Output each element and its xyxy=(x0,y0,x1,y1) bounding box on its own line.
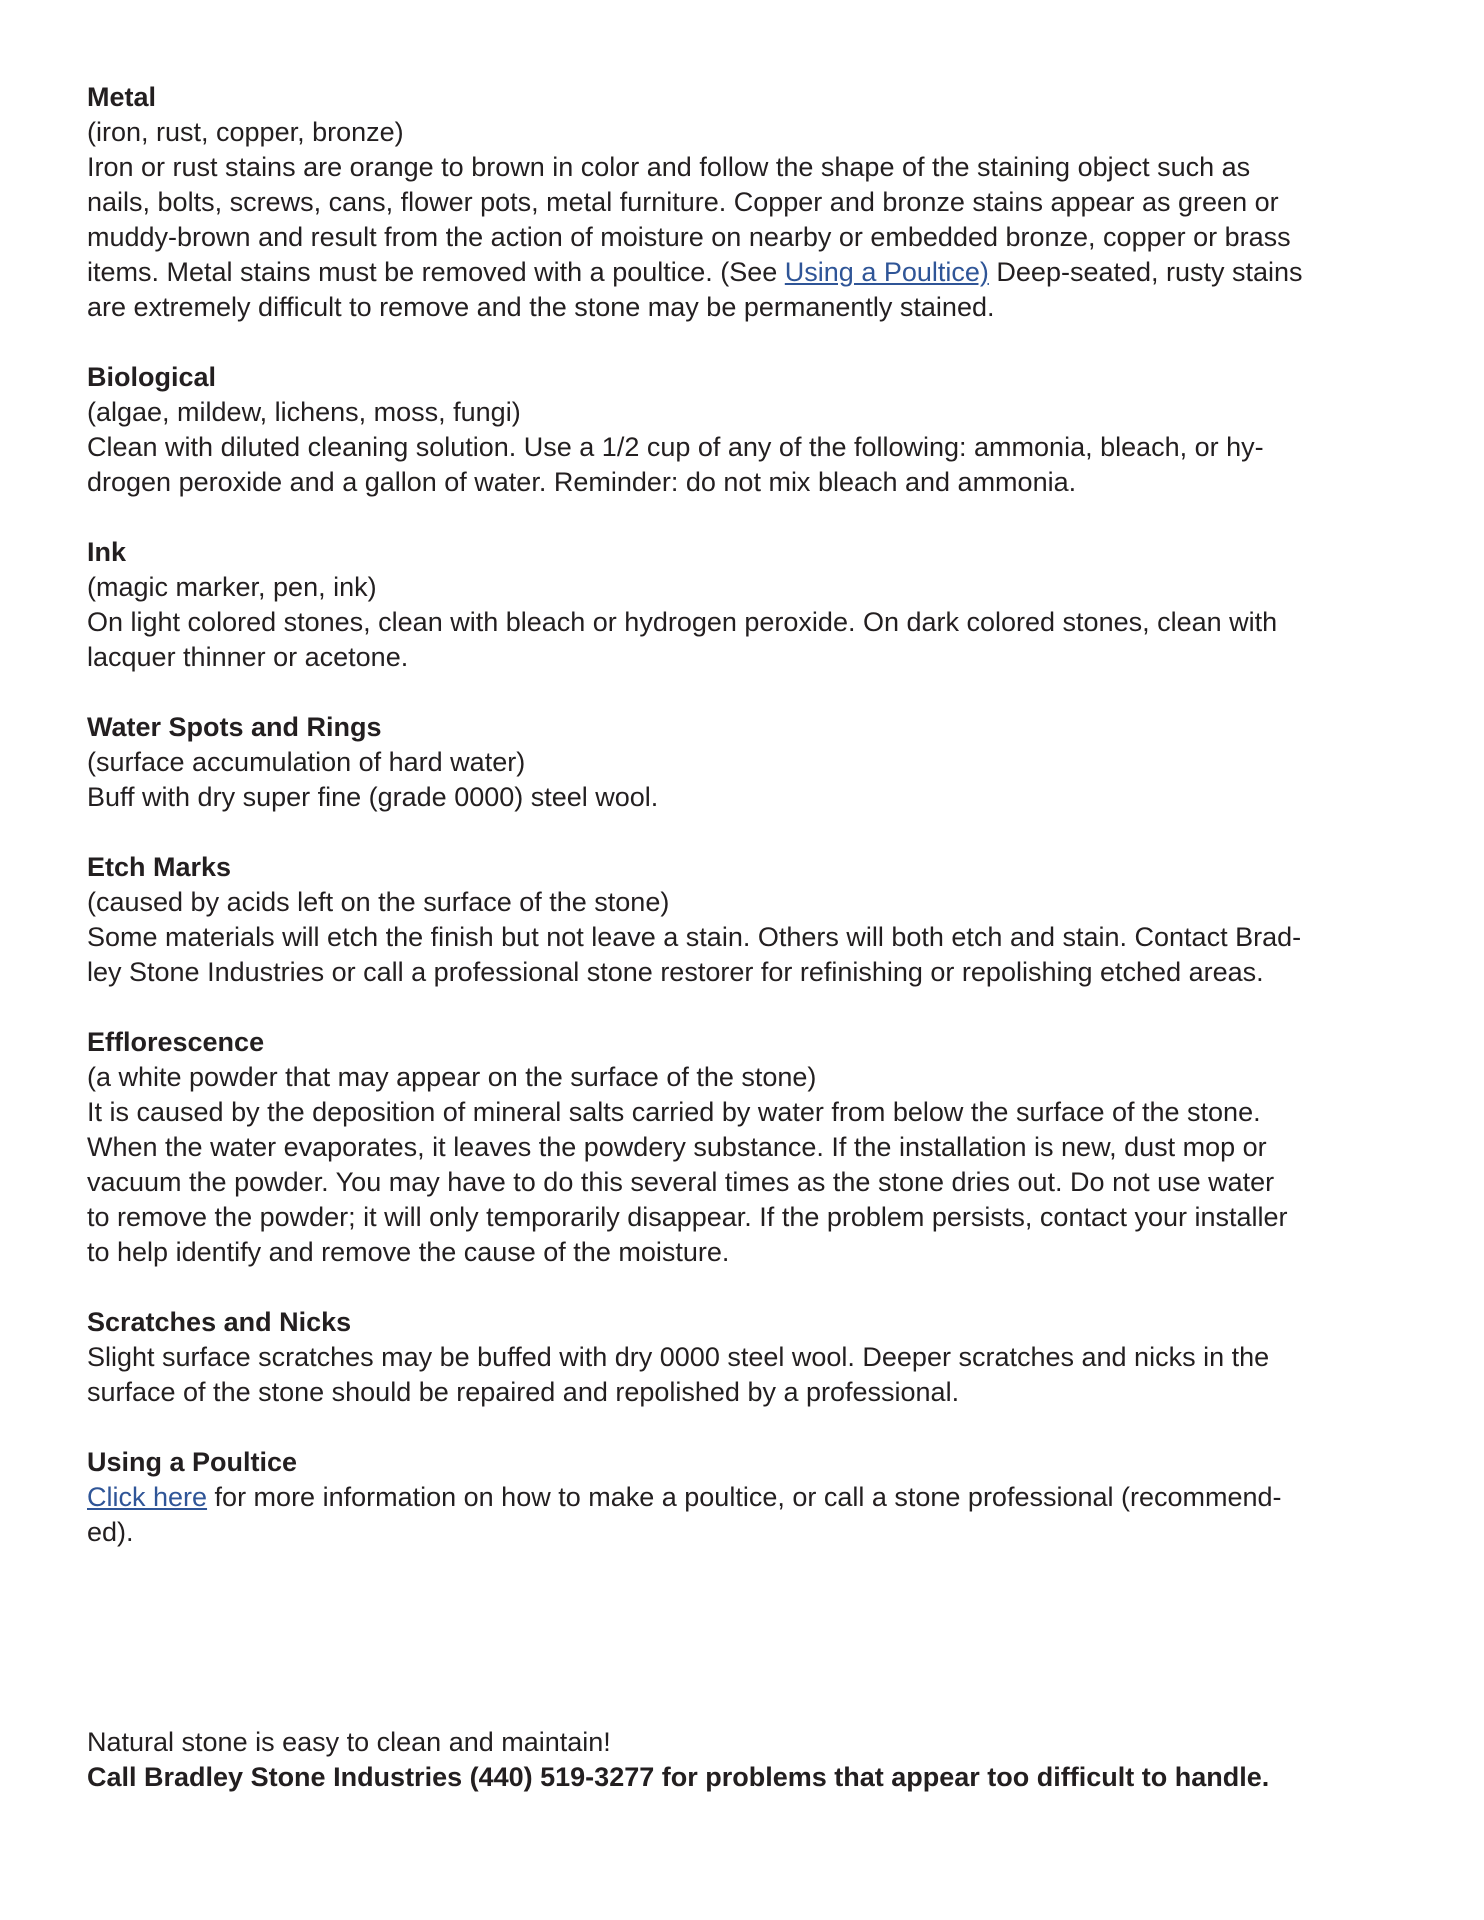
text: for more information on how to make a poultice, or call a stone professional (recommend- xyxy=(207,1482,1282,1512)
section-metal xyxy=(87,80,1427,325)
section-title: Ink xyxy=(87,537,127,567)
section-title: Efflorescence xyxy=(87,1027,265,1057)
section-title: Using a Poultice xyxy=(87,1447,298,1477)
section-subtitle: (surface accumulation of hard water) xyxy=(87,747,526,777)
spacer xyxy=(87,675,1427,710)
link-click-here[interactable]: Click here xyxy=(87,1482,208,1512)
text: Deep-seated, rusty stains xyxy=(988,257,1303,287)
body-line: drogen peroxide and a gallon of water. Reminder: do not mix bleach and ammonia. xyxy=(87,467,1077,497)
body-line: Iron or rust stains are orange to brown in color and follow the shape of the staining object such as xyxy=(87,152,1251,182)
body-line-with-link xyxy=(87,1480,1427,1515)
body-line: It is caused by the deposition of mineral salts carried by water from below the surface of the stone. xyxy=(87,1097,1261,1127)
document xyxy=(87,80,1427,1795)
spacer xyxy=(87,1410,1427,1445)
body-line: Buff with dry super fine (grade 0000) steel wool. xyxy=(87,782,659,812)
section-subtitle: (algae, mildew, lichens, moss, fungi) xyxy=(87,397,521,427)
body-line: Some materials will etch the finish but not leave a stain. Others will both etch and stain. Contact Brad- xyxy=(87,922,1302,952)
body-line: muddy-brown and result from the action of moisture on nearby or embedded bronze, copper or brass xyxy=(87,222,1291,252)
section-efflorescence xyxy=(87,1025,1427,1270)
section-title: Water Spots and Rings xyxy=(87,712,382,742)
body-line: nails, bolts, screws, cans, flower pots, metal furniture. Copper and bronze stains appear as green or xyxy=(87,187,1279,217)
spacer xyxy=(87,325,1427,360)
section-subtitle: (iron, rust, copper, bronze) xyxy=(87,117,404,147)
body-line: surface of the stone should be repaired and repolished by a professional. xyxy=(87,1377,960,1407)
body-line: When the water evaporates, it leaves the powdery substance. If the installation is new, dust mop or xyxy=(87,1132,1267,1162)
body-line: vacuum the powder. You may have to do this several times as the stone dries out. Do not use water xyxy=(87,1167,1275,1197)
body-line: lacquer thinner or acetone. xyxy=(87,642,409,672)
footer-note: Natural stone is easy to clean and maintain! xyxy=(87,1727,611,1757)
body-line: Clean with diluted cleaning solution. Use a 1/2 cup of any of the following: ammonia, bleach, or hy- xyxy=(87,432,1264,462)
section-subtitle: (caused by acids left on the surface of the stone) xyxy=(87,887,670,917)
spacer xyxy=(87,990,1427,1025)
spacer xyxy=(87,500,1427,535)
spacer xyxy=(87,815,1427,850)
section-title: Etch Marks xyxy=(87,852,232,882)
section-title: Scratches and Nicks xyxy=(87,1307,352,1337)
body-line: ley Stone Industries or call a professional stone restorer for refinishing or repolishing etched areas. xyxy=(87,957,1264,987)
section-title: Metal xyxy=(87,82,157,112)
body-line: are extremely difficult to remove and the stone may be permanently stained. xyxy=(87,292,995,322)
section-water-spots-and-rings xyxy=(87,710,1427,815)
section-using-a-poultice xyxy=(87,1445,1427,1550)
section-subtitle: (magic marker, pen, ink) xyxy=(87,572,377,602)
text: items. Metal stains must be removed with a poultice. (See xyxy=(87,257,785,287)
spacer xyxy=(87,1270,1427,1305)
body-line: ed). xyxy=(87,1517,134,1547)
section-ink xyxy=(87,535,1427,675)
footer-call-to-action: Call Bradley Stone Industries (440) 519-3277 for problems that appear too difficult to handle. xyxy=(87,1762,1270,1792)
body-line: to help identify and remove the cause of the moisture. xyxy=(87,1237,730,1267)
section-scratches-and-nicks xyxy=(87,1305,1427,1410)
body-line: to remove the powder; it will only temporarily disappear. If the problem persists, contact your installer xyxy=(87,1202,1288,1232)
section-title: Biological xyxy=(87,362,217,392)
body-line-with-link xyxy=(87,255,1427,290)
section-biological xyxy=(87,360,1427,500)
link-using-a-poultice[interactable]: Using a Poultice) xyxy=(784,257,989,287)
section-subtitle: (a white powder that may appear on the surface of the stone) xyxy=(87,1062,817,1092)
spacer xyxy=(87,1550,1427,1725)
body-line: On light colored stones, clean with bleach or hydrogen peroxide. On dark colored stones, clean with xyxy=(87,607,1278,637)
section-etch-marks xyxy=(87,850,1427,990)
body-line: Slight surface scratches may be buffed with dry 0000 steel wool. Deeper scratches and nicks in the xyxy=(87,1342,1270,1372)
